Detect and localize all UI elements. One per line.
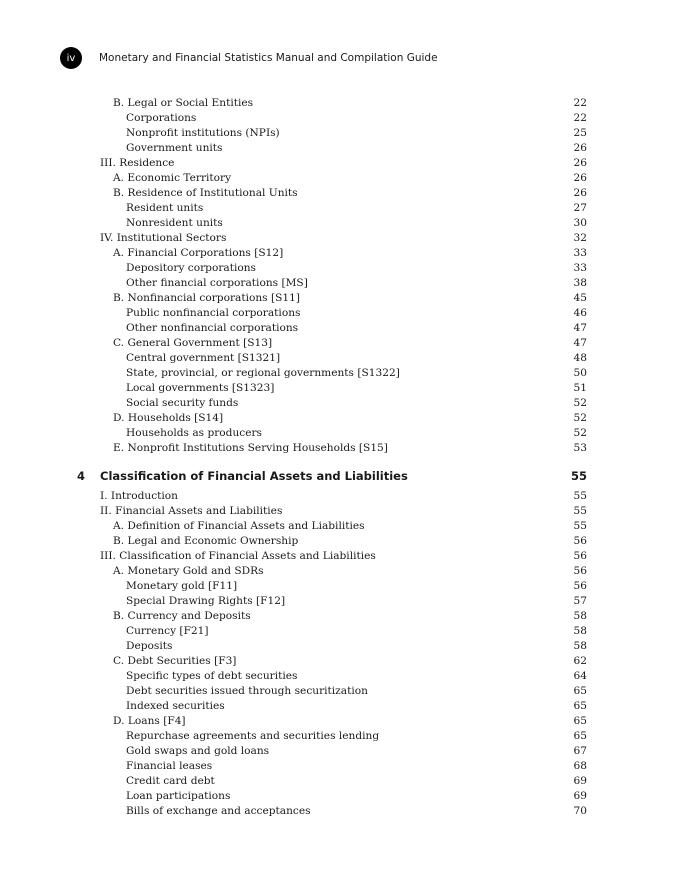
toc-entry[interactable] (0, 396, 680, 411)
toc-entry[interactable] (0, 201, 680, 216)
toc-entry-title: Gold swaps and gold loans (126, 745, 270, 757)
toc-entry[interactable] (0, 231, 680, 246)
toc-entry-page: 56 (573, 550, 587, 562)
toc-entry-page: 26 (573, 172, 587, 184)
toc-entry[interactable] (0, 261, 680, 276)
toc-entry-page: 26 (573, 142, 587, 154)
toc-entry-page: 30 (573, 217, 587, 229)
toc-entry[interactable] (0, 336, 680, 351)
toc-entry-title: Nonresident units (126, 217, 223, 229)
toc-entry[interactable] (0, 699, 680, 714)
toc-entry[interactable] (0, 426, 680, 441)
toc-entry[interactable] (0, 246, 680, 261)
toc-entry-page: 45 (573, 292, 587, 304)
toc-entry-title: Other financial corporations [MS] (126, 277, 308, 289)
toc-entry-page: 70 (573, 805, 587, 817)
toc-entry-page: 56 (573, 565, 587, 577)
toc-entry-title: A. Definition of Financial Assets and Liabilities (113, 520, 365, 532)
toc-entry-title: Debt securities issued through securitization (126, 685, 368, 697)
toc-entry[interactable] (0, 579, 680, 594)
table-of-contents (0, 96, 680, 819)
toc-entry[interactable] (0, 744, 680, 759)
toc-entry-page: 55 (573, 505, 587, 517)
toc-entry-title: Corporations (126, 112, 197, 124)
toc-entry-title: Repurchase agreements and securities lending (126, 730, 380, 742)
toc-entry-title: Depository corporations (126, 262, 256, 274)
toc-entry-page: 56 (573, 580, 587, 592)
toc-entry[interactable] (0, 411, 680, 426)
toc-entry-page: 51 (573, 382, 587, 394)
toc-entry-page: 65 (573, 700, 587, 712)
toc-entry-page: 48 (573, 352, 587, 364)
toc-entry[interactable] (0, 306, 680, 321)
toc-entry[interactable] (0, 669, 680, 684)
toc-entry-title: B. Legal or Social Entities (113, 97, 254, 109)
toc-entry[interactable] (0, 366, 680, 381)
toc-entry-page: 33 (573, 262, 587, 274)
page-number-badge: iv (60, 47, 82, 69)
toc-entry-page: 46 (573, 307, 587, 319)
toc-entry-title: B. Legal and Economic Ownership (113, 535, 299, 547)
toc-entry-page: 58 (573, 640, 587, 652)
toc-entry[interactable] (0, 351, 680, 366)
toc-entry-page: 69 (573, 790, 587, 802)
toc-entry[interactable] (0, 654, 680, 669)
toc-entry[interactable] (0, 504, 680, 519)
toc-entry[interactable] (0, 564, 680, 579)
toc-entry-title: Social security funds (126, 397, 239, 409)
toc-entry[interactable] (0, 549, 680, 564)
toc-entry[interactable] (0, 291, 680, 306)
toc-entry-title: II. Financial Assets and Liabilities (100, 505, 283, 517)
toc-entry-page: 25 (573, 127, 587, 139)
toc-entry-page: 65 (573, 685, 587, 697)
toc-entry-page: 26 (573, 157, 587, 169)
toc-entry-page: 32 (573, 232, 587, 244)
toc-entry-title: Credit card debt (126, 775, 215, 787)
toc-entry-title: E. Nonprofit Institutions Serving Households [S15] (113, 442, 388, 454)
toc-entry[interactable] (0, 381, 680, 396)
running-title: Monetary and Financial Statistics Manual and Compilation Guide (99, 52, 438, 64)
toc-entry-page: 56 (573, 535, 587, 547)
toc-entry[interactable] (0, 759, 680, 774)
toc-entry-title: A. Financial Corporations [S12] (113, 247, 284, 259)
toc-entry[interactable] (0, 321, 680, 336)
toc-entry-title: D. Households [S14] (113, 412, 224, 424)
toc-entry-title: IV. Institutional Sectors (100, 232, 227, 244)
toc-entry-title: I. Introduction (100, 490, 179, 502)
toc-entry-title: Monetary gold [F11] (126, 580, 238, 592)
toc-entry-title: Government units (126, 142, 223, 154)
toc-entry[interactable] (0, 624, 680, 639)
toc-entry-title: Specific types of debt securities (126, 670, 298, 682)
toc-entry-page: 64 (573, 670, 587, 682)
toc-entry[interactable] (0, 639, 680, 654)
toc-entry-page: 55 (573, 520, 587, 532)
toc-entry-page: 52 (573, 427, 587, 439)
toc-entry[interactable] (0, 534, 680, 549)
toc-entry-title: III. Classification of Financial Assets and Liabilities (100, 550, 376, 562)
toc-entry-title: Indexed securities (126, 700, 225, 712)
toc-entry-title: Deposits (126, 640, 173, 652)
toc-entry-page: 65 (573, 730, 587, 742)
toc-entry[interactable] (0, 519, 680, 534)
toc-entry[interactable] (0, 171, 680, 186)
toc-section-chapter-3-continued (0, 96, 680, 456)
toc-entry[interactable] (0, 684, 680, 699)
toc-entry-page: 22 (573, 112, 587, 124)
toc-entry-page: 47 (573, 337, 587, 349)
toc-entry-title: B. Nonfinancial corporations [S11] (113, 292, 300, 304)
toc-entry-title: Central government [S1321] (126, 352, 281, 364)
toc-entry-page: 26 (573, 187, 587, 199)
toc-entry-page: 58 (573, 610, 587, 622)
toc-entry-title: Special Drawing Rights [F12] (126, 595, 286, 607)
toc-entry-page: 50 (573, 367, 587, 379)
toc-entry[interactable] (0, 804, 680, 819)
toc-entry[interactable] (0, 774, 680, 789)
toc-entry-title: C. Debt Securities [F3] (113, 655, 237, 667)
toc-entry-title: Nonprofit institutions (NPIs) (126, 127, 280, 139)
toc-entry[interactable] (0, 789, 680, 804)
toc-entry-title: Financial leases (126, 760, 213, 772)
chapter-heading[interactable] (0, 465, 680, 487)
page-header (60, 47, 438, 69)
toc-entry-page: 38 (573, 277, 587, 289)
toc-entry-title: Other nonfinancial corporations (126, 322, 299, 334)
toc-entry-title: Resident units (126, 202, 204, 214)
toc-entry-title: B. Currency and Deposits (113, 610, 251, 622)
toc-entry[interactable] (0, 594, 680, 609)
toc-entry-title: D. Loans [F4] (113, 715, 186, 727)
chapter-number: 4 (77, 469, 86, 483)
toc-entry-page: 52 (573, 397, 587, 409)
toc-entry-page: 33 (573, 247, 587, 259)
toc-entry-page: 57 (573, 595, 587, 607)
toc-entry[interactable] (0, 126, 680, 141)
toc-entry[interactable] (0, 111, 680, 126)
toc-entry-title: Local governments [S1323] (126, 382, 275, 394)
toc-entry-page: 58 (573, 625, 587, 637)
toc-entry-title: B. Residence of Institutional Units (113, 187, 298, 199)
toc-entry[interactable] (0, 216, 680, 231)
toc-entry[interactable] (0, 156, 680, 171)
toc-entry[interactable] (0, 96, 680, 111)
toc-entry[interactable] (0, 489, 680, 504)
toc-entry[interactable] (0, 141, 680, 156)
toc-entry-page: 62 (573, 655, 587, 667)
toc-entry-title: Currency [F21] (126, 625, 209, 637)
toc-entry-title: III. Residence (100, 157, 175, 169)
toc-entry-page: 52 (573, 412, 587, 424)
toc-entry-title: Public nonfinancial corporations (126, 307, 301, 319)
toc-entry-page: 53 (573, 442, 587, 454)
toc-entry-title: C. General Government [S13] (113, 337, 273, 349)
toc-entry[interactable] (0, 609, 680, 624)
toc-entry-page: 68 (573, 760, 587, 772)
toc-entry-page: 55 (573, 490, 587, 502)
toc-entry-title: State, provincial, or regional governments [S1322] (126, 367, 400, 379)
toc-entry-page: 22 (573, 97, 587, 109)
toc-entry-page: 69 (573, 775, 587, 787)
chapter-page: 55 (570, 469, 587, 483)
toc-entry-page: 65 (573, 715, 587, 727)
toc-entry[interactable] (0, 714, 680, 729)
toc-entry-title: A. Economic Territory (113, 172, 232, 184)
toc-entry[interactable] (0, 441, 680, 456)
toc-entry-title: Bills of exchange and acceptances (126, 805, 311, 817)
toc-entry-page: 67 (573, 745, 587, 757)
toc-entry[interactable] (0, 276, 680, 291)
toc-section-chapter-4 (0, 489, 680, 819)
toc-entry-title: A. Monetary Gold and SDRs (113, 565, 264, 577)
toc-entry-title: Households as producers (126, 427, 262, 439)
toc-entry[interactable] (0, 186, 680, 201)
toc-entry-page: 47 (573, 322, 587, 334)
toc-entry-title: Loan participations (126, 790, 231, 802)
toc-entry[interactable] (0, 729, 680, 744)
chapter-title: Classification of Financial Assets and Liabilities (100, 469, 408, 483)
toc-entry-page: 27 (573, 202, 587, 214)
